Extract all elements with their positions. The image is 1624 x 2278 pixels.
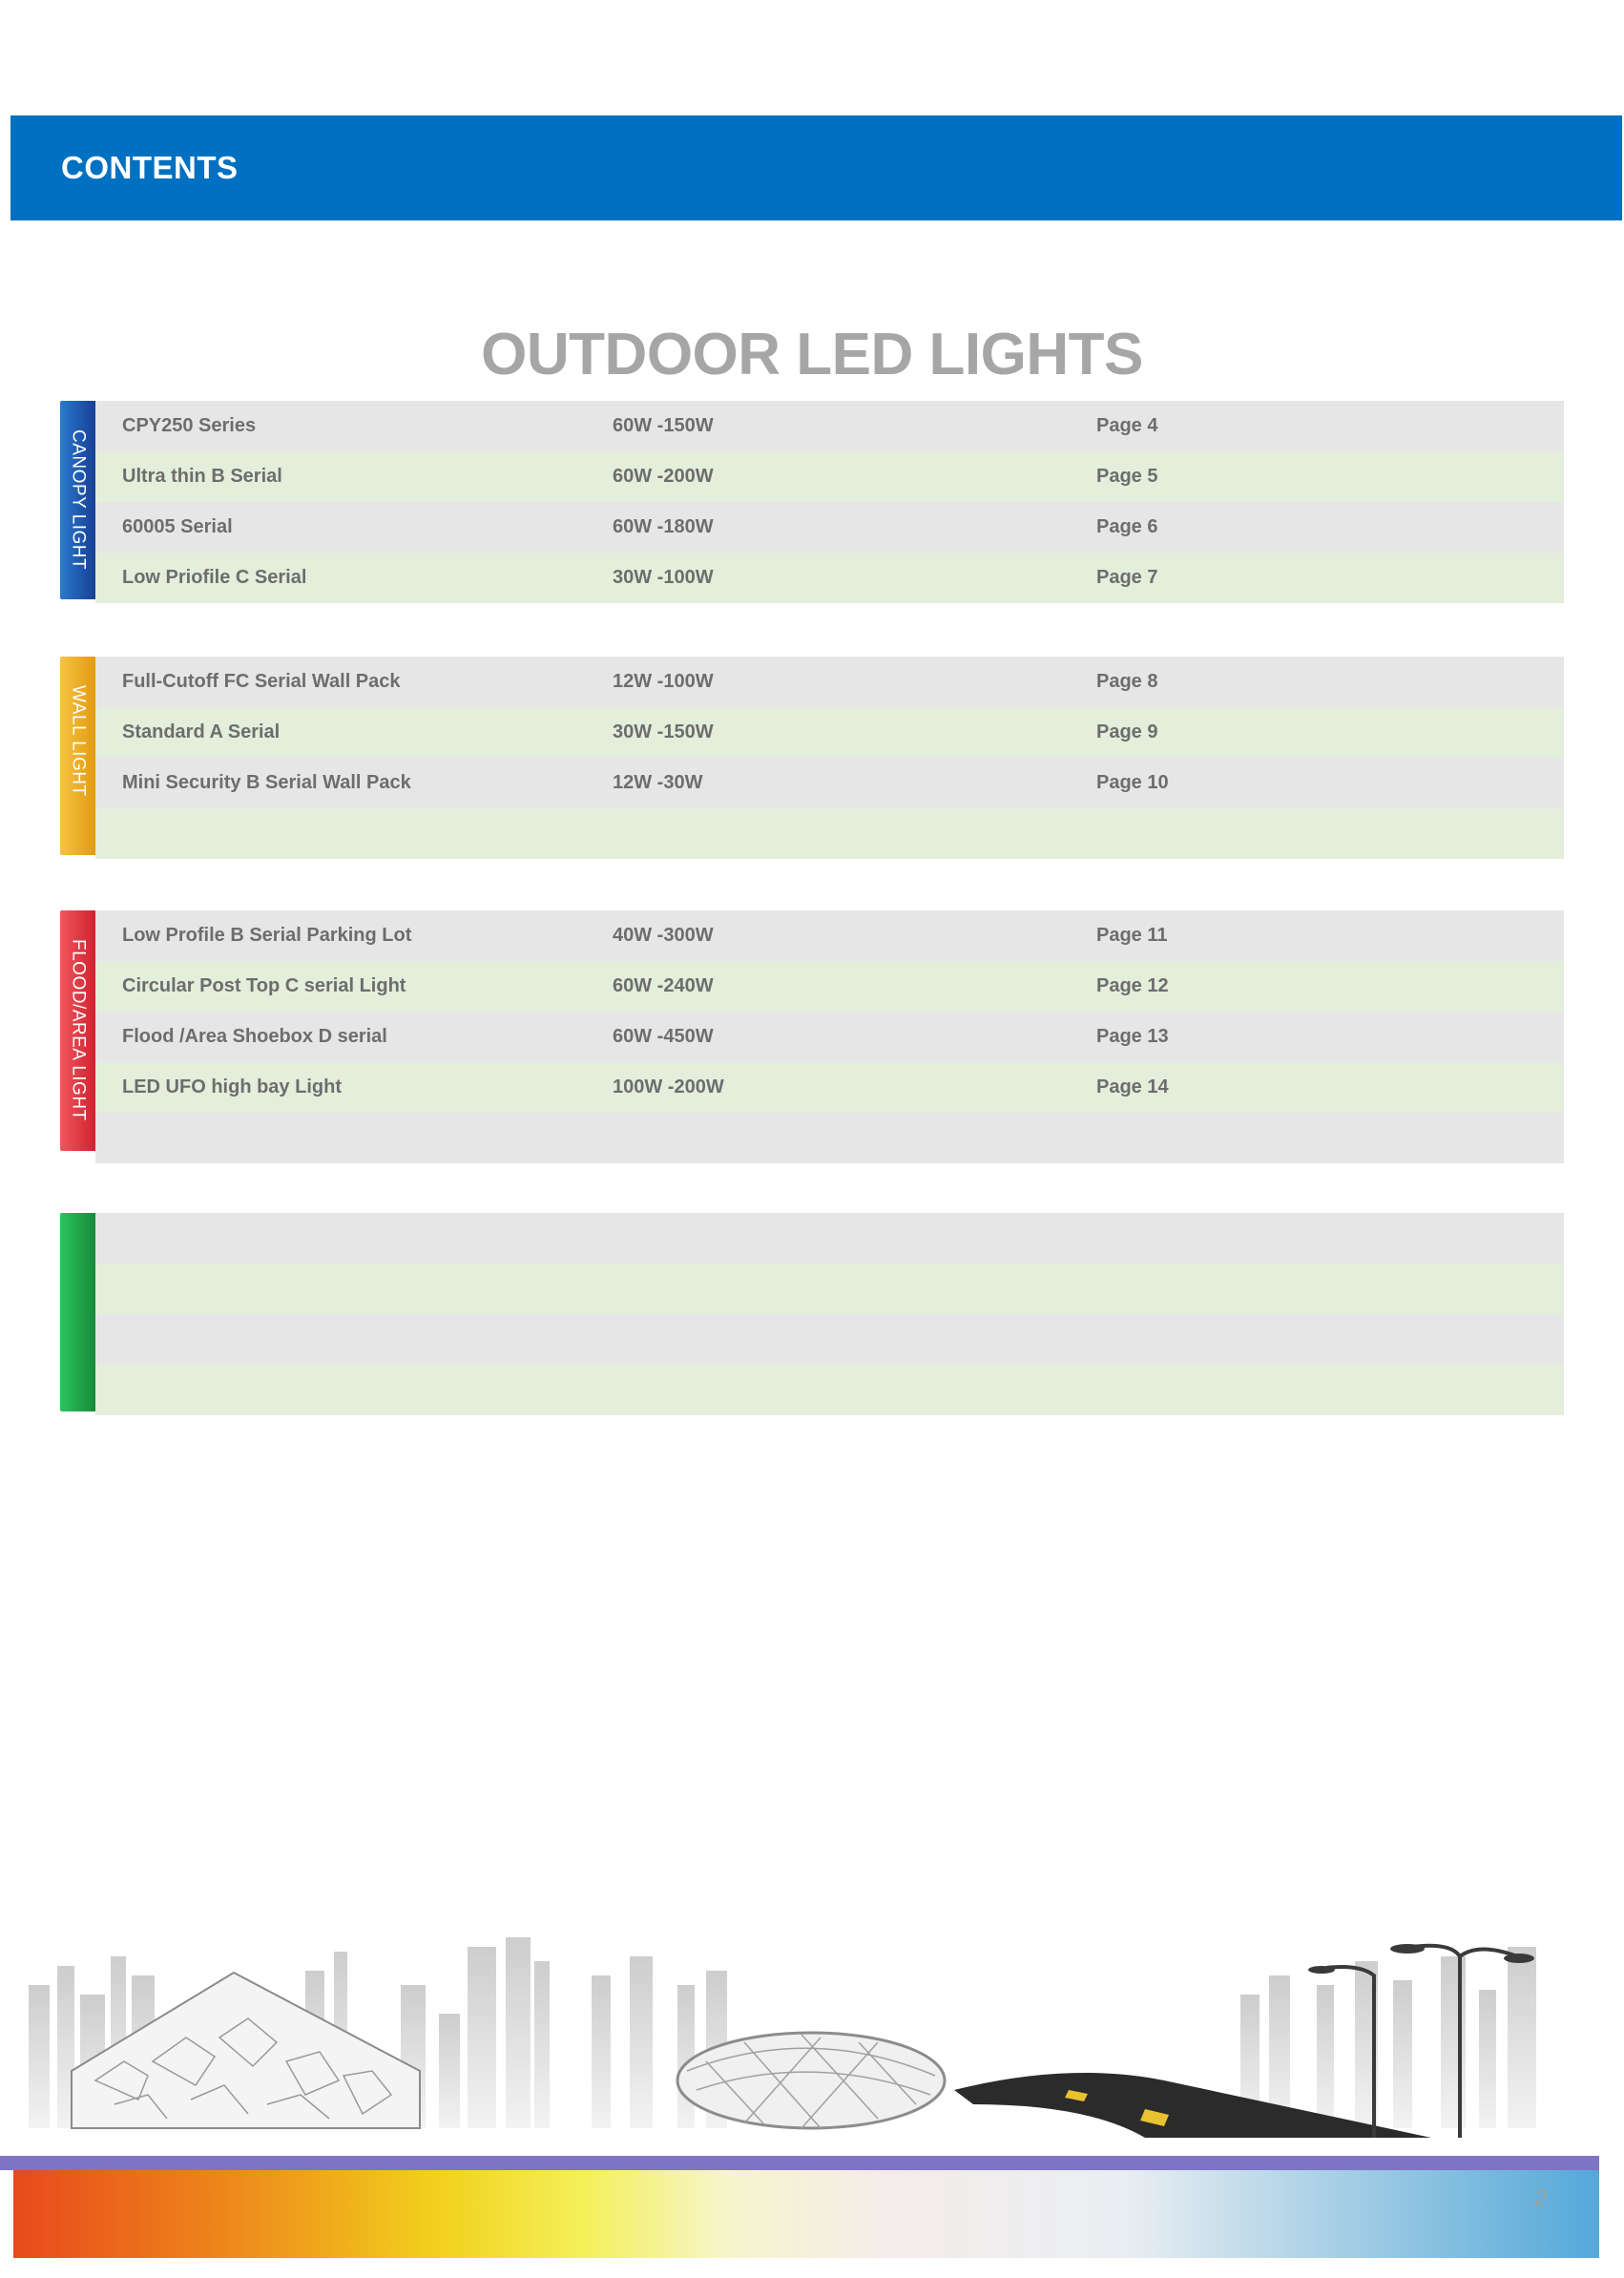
table-row-empty bbox=[95, 808, 1564, 859]
item-name: Circular Post Top C serial Light bbox=[122, 975, 406, 996]
section-label-canopy: CANOPY LIGHT bbox=[68, 429, 89, 571]
footer-rainbow-band bbox=[13, 2170, 1599, 2258]
item-name: LED UFO high bay Light bbox=[122, 1076, 342, 1097]
item-name: Mini Security B Serial Wall Pack bbox=[122, 772, 411, 793]
table-row[interactable] bbox=[95, 657, 1564, 707]
section-label-flood: FLOOD/AREA LIGHT bbox=[68, 939, 89, 1121]
item-wattage: 60W -200W bbox=[613, 466, 714, 487]
contents-header-bar bbox=[10, 115, 1622, 220]
item-name: Ultra thin B Serial bbox=[122, 466, 282, 487]
item-name: Flood /Area Shoebox D serial bbox=[122, 1026, 387, 1047]
section-rows-green bbox=[95, 1213, 1564, 1415]
footer-purple-line bbox=[0, 2156, 1599, 2170]
section-wall-light bbox=[60, 657, 1564, 859]
item-name: CPY250 Series bbox=[122, 415, 257, 436]
item-wattage: 30W -150W bbox=[613, 721, 714, 742]
table-row[interactable] bbox=[95, 451, 1564, 502]
table-row[interactable] bbox=[95, 961, 1564, 1012]
section-canopy-light bbox=[60, 401, 1564, 603]
item-name: Low Profile B Serial Parking Lot bbox=[122, 925, 412, 946]
contents-title: CONTENTS bbox=[61, 150, 239, 185]
item-page[interactable]: Page 14 bbox=[1096, 1076, 1169, 1097]
section-flood-area-light bbox=[60, 910, 1564, 1163]
table-row-empty bbox=[95, 1113, 1564, 1163]
section-tab-green bbox=[60, 1213, 95, 1411]
item-page[interactable]: Page 5 bbox=[1096, 466, 1158, 487]
city-skyline-illustration bbox=[19, 1918, 1576, 2147]
table-row-empty bbox=[95, 1314, 1564, 1365]
item-wattage: 12W -30W bbox=[613, 772, 703, 793]
item-page[interactable]: Page 11 bbox=[1096, 925, 1168, 946]
item-page[interactable]: Page 12 bbox=[1096, 975, 1169, 996]
section-empty-green bbox=[60, 1213, 1564, 1415]
table-row[interactable] bbox=[95, 553, 1564, 603]
item-wattage: 60W -150W bbox=[613, 415, 714, 436]
item-name: Full-Cutoff FC Serial Wall Pack bbox=[122, 671, 401, 692]
section-rows-flood bbox=[95, 910, 1564, 1163]
main-title: OUTDOOR LED LIGHTS bbox=[481, 322, 1143, 387]
table-row-empty bbox=[95, 1264, 1564, 1314]
section-rows-wall bbox=[95, 657, 1564, 859]
table-row[interactable] bbox=[95, 1012, 1564, 1062]
table-row[interactable] bbox=[95, 910, 1564, 961]
section-label-wall: WALL LIGHT bbox=[68, 685, 89, 797]
item-page[interactable]: Page 10 bbox=[1096, 772, 1169, 793]
item-wattage: 30W -100W bbox=[613, 567, 714, 588]
item-wattage: 60W -240W bbox=[613, 975, 714, 996]
table-row-empty bbox=[95, 1365, 1564, 1415]
item-wattage: 40W -300W bbox=[613, 925, 714, 946]
item-wattage: 60W -180W bbox=[613, 516, 714, 537]
item-wattage: 12W -100W bbox=[613, 671, 714, 692]
item-name: Low Priofile C Serial bbox=[122, 567, 307, 588]
item-wattage: 100W -200W bbox=[613, 1076, 724, 1097]
item-page[interactable]: Page 7 bbox=[1096, 567, 1158, 588]
item-page[interactable]: Page 9 bbox=[1096, 721, 1158, 742]
table-row[interactable] bbox=[95, 401, 1564, 451]
item-name: 60005 Serial bbox=[122, 516, 233, 537]
table-row[interactable] bbox=[95, 707, 1564, 758]
table-row[interactable] bbox=[95, 502, 1564, 553]
item-name: Standard A Serial bbox=[122, 721, 281, 742]
item-page[interactable]: Page 4 bbox=[1096, 415, 1158, 436]
page-number: 2 bbox=[1534, 2185, 1548, 2211]
item-page[interactable]: Page 8 bbox=[1096, 671, 1158, 692]
item-page[interactable]: Page 6 bbox=[1096, 516, 1158, 537]
section-rows-canopy bbox=[95, 401, 1564, 603]
item-page[interactable]: Page 13 bbox=[1096, 1026, 1169, 1047]
item-wattage: 60W -450W bbox=[613, 1026, 714, 1047]
table-row-empty bbox=[95, 1213, 1564, 1264]
table-row[interactable] bbox=[95, 1062, 1564, 1113]
table-row[interactable] bbox=[95, 758, 1564, 808]
